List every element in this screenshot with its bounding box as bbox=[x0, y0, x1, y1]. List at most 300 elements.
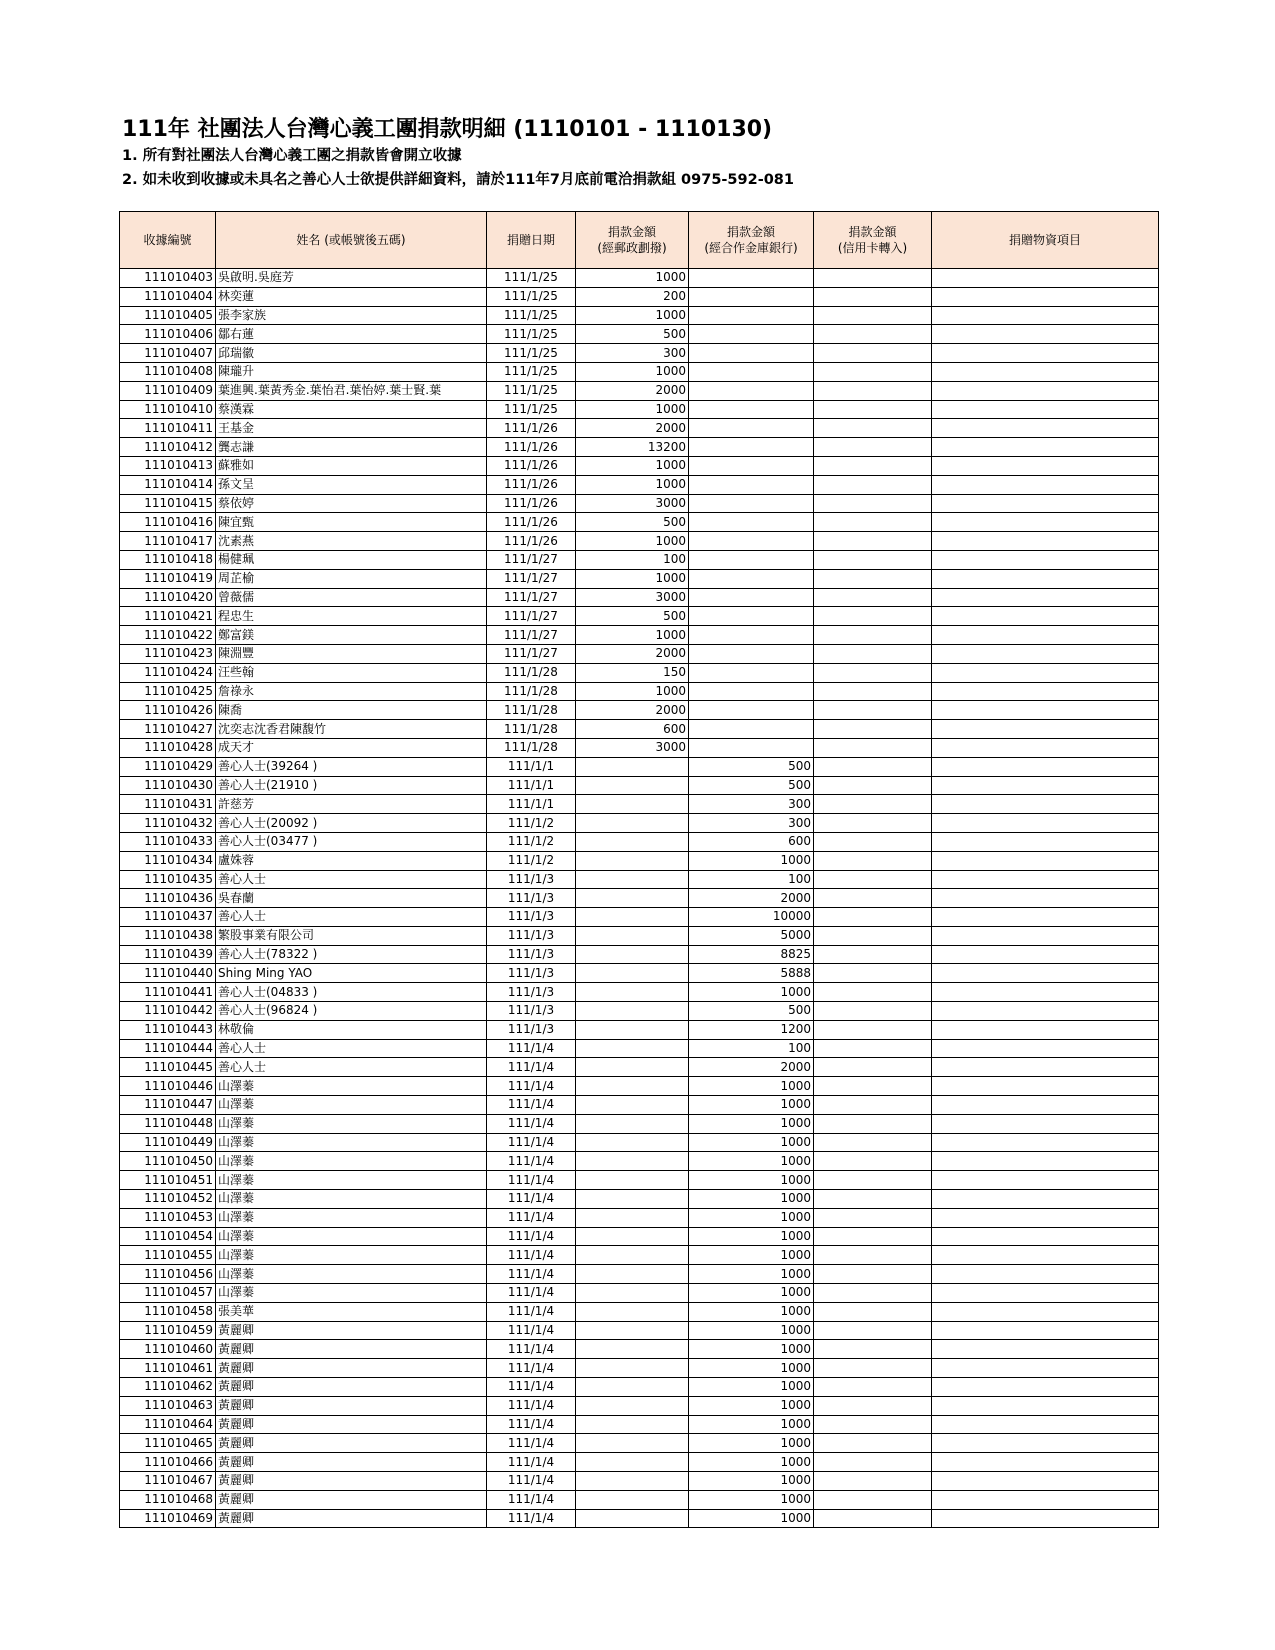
cell-receipt-no: 111010435 bbox=[120, 870, 216, 889]
cell-goods bbox=[932, 1077, 1159, 1096]
cell-postal-amount bbox=[576, 832, 689, 851]
cell-bank-amount bbox=[689, 419, 814, 438]
table-row bbox=[120, 889, 1159, 908]
column-header-credit-amount: 捐款金額 (信用卡轉入) bbox=[814, 212, 932, 269]
table-row bbox=[120, 1020, 1159, 1039]
cell-donor-name: 黃麗卿 bbox=[216, 1321, 487, 1340]
cell-goods bbox=[932, 325, 1159, 344]
cell-bank-amount bbox=[689, 550, 814, 569]
cell-credit-amount bbox=[814, 889, 932, 908]
cell-date: 111/1/4 bbox=[487, 1246, 576, 1265]
cell-credit-amount bbox=[814, 1096, 932, 1115]
cell-donor-name: 黃麗卿 bbox=[216, 1509, 487, 1528]
cell-postal-amount bbox=[576, 1509, 689, 1528]
cell-postal-amount: 600 bbox=[576, 720, 689, 739]
cell-postal-amount bbox=[576, 1472, 689, 1491]
cell-goods bbox=[932, 1472, 1159, 1491]
cell-date: 111/1/27 bbox=[487, 550, 576, 569]
table-row bbox=[120, 344, 1159, 363]
cell-credit-amount bbox=[814, 1152, 932, 1171]
cell-bank-amount: 1000 bbox=[689, 1077, 814, 1096]
cell-receipt-no: 111010416 bbox=[120, 513, 216, 532]
cell-date: 111/1/25 bbox=[487, 344, 576, 363]
table-row bbox=[120, 1190, 1159, 1209]
page-title: 111年 社團法人台灣心義工團捐款明細 (1110101 - 1110130) bbox=[122, 117, 773, 142]
cell-credit-amount bbox=[814, 1002, 932, 1021]
cell-goods bbox=[932, 362, 1159, 381]
cell-bank-amount: 1000 bbox=[689, 1133, 814, 1152]
cell-goods bbox=[932, 1058, 1159, 1077]
cell-bank-amount: 1000 bbox=[689, 1378, 814, 1397]
cell-goods bbox=[932, 1002, 1159, 1021]
cell-credit-amount bbox=[814, 494, 932, 513]
cell-postal-amount bbox=[576, 1133, 689, 1152]
table-header-row bbox=[120, 212, 1159, 269]
cell-donor-name: Shing Ming YAO bbox=[216, 964, 487, 983]
cell-donor-name: 陳喬 bbox=[216, 701, 487, 720]
cell-credit-amount bbox=[814, 325, 932, 344]
cell-credit-amount bbox=[814, 1284, 932, 1303]
cell-bank-amount bbox=[689, 381, 814, 400]
cell-receipt-no: 111010459 bbox=[120, 1321, 216, 1340]
table-row bbox=[120, 983, 1159, 1002]
cell-credit-amount bbox=[814, 1208, 932, 1227]
cell-postal-amount bbox=[576, 1396, 689, 1415]
cell-date: 111/1/27 bbox=[487, 588, 576, 607]
table-row bbox=[120, 1415, 1159, 1434]
cell-date: 111/1/25 bbox=[487, 400, 576, 419]
cell-credit-amount bbox=[814, 626, 932, 645]
cell-postal-amount: 500 bbox=[576, 325, 689, 344]
table-row bbox=[120, 1114, 1159, 1133]
cell-date: 111/1/4 bbox=[487, 1171, 576, 1190]
cell-donor-name: 陳瓏升 bbox=[216, 362, 487, 381]
cell-receipt-no: 111010467 bbox=[120, 1472, 216, 1491]
cell-bank-amount bbox=[689, 588, 814, 607]
table-row bbox=[120, 1002, 1159, 1021]
cell-receipt-no: 111010409 bbox=[120, 381, 216, 400]
cell-credit-amount bbox=[814, 344, 932, 363]
column-header-name: 姓名 (或帳號後五碼) bbox=[216, 212, 487, 269]
cell-donor-name: 張李家族 bbox=[216, 306, 487, 325]
cell-goods bbox=[932, 926, 1159, 945]
cell-receipt-no: 111010464 bbox=[120, 1415, 216, 1434]
cell-goods bbox=[932, 626, 1159, 645]
cell-date: 111/1/1 bbox=[487, 757, 576, 776]
cell-donor-name: 黃麗卿 bbox=[216, 1340, 487, 1359]
cell-bank-amount: 300 bbox=[689, 814, 814, 833]
cell-bank-amount bbox=[689, 513, 814, 532]
table-row bbox=[120, 682, 1159, 701]
receipt-note: 1. 所有對社團法人台灣心義工團之捐款皆會開立收據 bbox=[122, 148, 462, 164]
cell-donor-name: 沈素燕 bbox=[216, 532, 487, 551]
cell-date: 111/1/25 bbox=[487, 381, 576, 400]
cell-bank-amount: 1000 bbox=[689, 1171, 814, 1190]
cell-donor-name: 山澤蓁 bbox=[216, 1227, 487, 1246]
cell-bank-amount bbox=[689, 644, 814, 663]
cell-donor-name: 黃麗卿 bbox=[216, 1396, 487, 1415]
cell-date: 111/1/28 bbox=[487, 663, 576, 682]
cell-bank-amount bbox=[689, 287, 814, 306]
cell-credit-amount bbox=[814, 419, 932, 438]
cell-receipt-no: 111010411 bbox=[120, 419, 216, 438]
cell-credit-amount bbox=[814, 532, 932, 551]
cell-receipt-no: 111010415 bbox=[120, 494, 216, 513]
cell-goods bbox=[932, 1171, 1159, 1190]
table-row bbox=[120, 1490, 1159, 1509]
cell-receipt-no: 111010438 bbox=[120, 926, 216, 945]
cell-goods bbox=[932, 644, 1159, 663]
cell-credit-amount bbox=[814, 1077, 932, 1096]
cell-receipt-no: 111010452 bbox=[120, 1190, 216, 1209]
cell-goods bbox=[932, 607, 1159, 626]
cell-receipt-no: 111010447 bbox=[120, 1096, 216, 1115]
cell-bank-amount bbox=[689, 701, 814, 720]
cell-postal-amount: 300 bbox=[576, 344, 689, 363]
cell-goods bbox=[932, 1114, 1159, 1133]
cell-goods bbox=[932, 1302, 1159, 1321]
cell-receipt-no: 111010422 bbox=[120, 626, 216, 645]
cell-donor-name: 山澤蓁 bbox=[216, 1133, 487, 1152]
cell-donor-name: 山澤蓁 bbox=[216, 1171, 487, 1190]
cell-receipt-no: 111010433 bbox=[120, 832, 216, 851]
cell-goods bbox=[932, 1133, 1159, 1152]
cell-postal-amount: 100 bbox=[576, 550, 689, 569]
cell-credit-amount bbox=[814, 1434, 932, 1453]
cell-goods bbox=[932, 1490, 1159, 1509]
cell-goods bbox=[932, 983, 1159, 1002]
cell-postal-amount bbox=[576, 983, 689, 1002]
cell-bank-amount bbox=[689, 720, 814, 739]
cell-goods bbox=[932, 964, 1159, 983]
table-row bbox=[120, 1472, 1159, 1491]
cell-goods bbox=[932, 1208, 1159, 1227]
cell-receipt-no: 111010430 bbox=[120, 776, 216, 795]
cell-date: 111/1/25 bbox=[487, 325, 576, 344]
cell-postal-amount bbox=[576, 964, 689, 983]
cell-goods bbox=[932, 1152, 1159, 1171]
cell-bank-amount bbox=[689, 325, 814, 344]
cell-date: 111/1/3 bbox=[487, 1020, 576, 1039]
cell-goods bbox=[932, 306, 1159, 325]
cell-postal-amount bbox=[576, 889, 689, 908]
cell-postal-amount bbox=[576, 1208, 689, 1227]
cell-postal-amount bbox=[576, 1265, 689, 1284]
cell-donor-name: 善心人士 bbox=[216, 870, 487, 889]
cell-postal-amount: 1000 bbox=[576, 269, 689, 288]
cell-postal-amount bbox=[576, 814, 689, 833]
cell-goods bbox=[932, 532, 1159, 551]
cell-postal-amount bbox=[576, 945, 689, 964]
cell-credit-amount bbox=[814, 475, 932, 494]
table-row bbox=[120, 1265, 1159, 1284]
cell-donor-name: 善心人士 bbox=[216, 1039, 487, 1058]
table-row bbox=[120, 381, 1159, 400]
cell-postal-amount: 1000 bbox=[576, 532, 689, 551]
cell-bank-amount: 1000 bbox=[689, 1415, 814, 1434]
column-header-date: 捐贈日期 bbox=[487, 212, 576, 269]
column-header-receipt-no: 收據編號 bbox=[120, 212, 216, 269]
cell-bank-amount bbox=[689, 663, 814, 682]
cell-credit-amount bbox=[814, 1058, 932, 1077]
cell-credit-amount bbox=[814, 832, 932, 851]
table-row bbox=[120, 475, 1159, 494]
cell-postal-amount: 1000 bbox=[576, 362, 689, 381]
cell-receipt-no: 111010414 bbox=[120, 475, 216, 494]
cell-goods bbox=[932, 1453, 1159, 1472]
cell-date: 111/1/25 bbox=[487, 306, 576, 325]
cell-goods bbox=[932, 1227, 1159, 1246]
cell-date: 111/1/4 bbox=[487, 1302, 576, 1321]
cell-postal-amount: 200 bbox=[576, 287, 689, 306]
cell-goods bbox=[932, 795, 1159, 814]
cell-receipt-no: 111010446 bbox=[120, 1077, 216, 1096]
cell-receipt-no: 111010428 bbox=[120, 738, 216, 757]
cell-receipt-no: 111010419 bbox=[120, 569, 216, 588]
cell-donor-name: 葉進興.葉黃秀金.葉怡君.葉怡婷.葉士賢.葉 bbox=[216, 381, 487, 400]
cell-donor-name: 汪些翰 bbox=[216, 663, 487, 682]
cell-goods bbox=[932, 663, 1159, 682]
cell-date: 111/1/26 bbox=[487, 494, 576, 513]
cell-bank-amount: 5888 bbox=[689, 964, 814, 983]
cell-date: 111/1/3 bbox=[487, 870, 576, 889]
cell-donor-name: 鄒右蓮 bbox=[216, 325, 487, 344]
cell-credit-amount bbox=[814, 1227, 932, 1246]
cell-goods bbox=[932, 1434, 1159, 1453]
cell-receipt-no: 111010405 bbox=[120, 306, 216, 325]
cell-bank-amount bbox=[689, 626, 814, 645]
cell-bank-amount: 1000 bbox=[689, 1227, 814, 1246]
cell-receipt-no: 111010420 bbox=[120, 588, 216, 607]
cell-date: 111/1/26 bbox=[487, 513, 576, 532]
table-row bbox=[120, 1227, 1159, 1246]
cell-goods bbox=[932, 1284, 1159, 1303]
cell-bank-amount: 1000 bbox=[689, 1096, 814, 1115]
cell-credit-amount bbox=[814, 1302, 932, 1321]
cell-credit-amount bbox=[814, 362, 932, 381]
cell-donor-name: 孫文呈 bbox=[216, 475, 487, 494]
cell-goods bbox=[932, 1039, 1159, 1058]
table-row bbox=[120, 1039, 1159, 1058]
cell-receipt-no: 111010444 bbox=[120, 1039, 216, 1058]
cell-date: 111/1/4 bbox=[487, 1096, 576, 1115]
cell-credit-amount bbox=[814, 776, 932, 795]
cell-date: 111/1/25 bbox=[487, 269, 576, 288]
cell-postal-amount: 13200 bbox=[576, 438, 689, 457]
cell-donor-name: 沈奕志沈香君陳馥竹 bbox=[216, 720, 487, 739]
cell-donor-name: 山澤蓁 bbox=[216, 1114, 487, 1133]
cell-donor-name: 楊健珮 bbox=[216, 550, 487, 569]
cell-bank-amount: 1000 bbox=[689, 1396, 814, 1415]
cell-date: 111/1/4 bbox=[487, 1077, 576, 1096]
cell-postal-amount bbox=[576, 1039, 689, 1058]
cell-postal-amount: 1000 bbox=[576, 682, 689, 701]
cell-date: 111/1/28 bbox=[487, 720, 576, 739]
cell-date: 111/1/28 bbox=[487, 682, 576, 701]
cell-postal-amount: 2000 bbox=[576, 701, 689, 720]
cell-donor-name: 黃麗卿 bbox=[216, 1453, 487, 1472]
cell-credit-amount bbox=[814, 1396, 932, 1415]
cell-postal-amount: 2000 bbox=[576, 644, 689, 663]
cell-receipt-no: 111010412 bbox=[120, 438, 216, 457]
table-row bbox=[120, 569, 1159, 588]
cell-date: 111/1/4 bbox=[487, 1114, 576, 1133]
cell-goods bbox=[932, 494, 1159, 513]
cell-credit-amount bbox=[814, 851, 932, 870]
table-row bbox=[120, 757, 1159, 776]
cell-goods bbox=[932, 550, 1159, 569]
cell-date: 111/1/28 bbox=[487, 738, 576, 757]
cell-date: 111/1/4 bbox=[487, 1415, 576, 1434]
table-row bbox=[120, 945, 1159, 964]
cell-date: 111/1/4 bbox=[487, 1490, 576, 1509]
cell-donor-name: 蘇雅如 bbox=[216, 456, 487, 475]
table-row bbox=[120, 964, 1159, 983]
cell-date: 111/1/4 bbox=[487, 1509, 576, 1528]
cell-donor-name: 善心人士 bbox=[216, 908, 487, 927]
cell-bank-amount bbox=[689, 738, 814, 757]
table-row bbox=[120, 1096, 1159, 1115]
cell-receipt-no: 111010406 bbox=[120, 325, 216, 344]
cell-bank-amount bbox=[689, 344, 814, 363]
cell-donor-name: 許慈芳 bbox=[216, 795, 487, 814]
cell-goods bbox=[932, 832, 1159, 851]
cell-receipt-no: 111010440 bbox=[120, 964, 216, 983]
cell-date: 111/1/1 bbox=[487, 795, 576, 814]
cell-credit-amount bbox=[814, 456, 932, 475]
cell-bank-amount: 1000 bbox=[689, 1152, 814, 1171]
cell-donor-name: 山澤蓁 bbox=[216, 1077, 487, 1096]
cell-receipt-no: 111010404 bbox=[120, 287, 216, 306]
cell-goods bbox=[932, 945, 1159, 964]
cell-date: 111/1/2 bbox=[487, 814, 576, 833]
cell-receipt-no: 111010463 bbox=[120, 1396, 216, 1415]
cell-bank-amount: 1000 bbox=[689, 1190, 814, 1209]
cell-credit-amount bbox=[814, 1340, 932, 1359]
cell-postal-amount bbox=[576, 908, 689, 927]
cell-bank-amount: 1000 bbox=[689, 1359, 814, 1378]
cell-goods bbox=[932, 1396, 1159, 1415]
cell-goods bbox=[932, 569, 1159, 588]
cell-postal-amount bbox=[576, 1284, 689, 1303]
table-row bbox=[120, 1321, 1159, 1340]
cell-donor-name: 黃麗卿 bbox=[216, 1434, 487, 1453]
cell-donor-name: 陳宜甄 bbox=[216, 513, 487, 532]
cell-bank-amount: 10000 bbox=[689, 908, 814, 927]
cell-goods bbox=[932, 720, 1159, 739]
cell-bank-amount bbox=[689, 607, 814, 626]
table-row bbox=[120, 400, 1159, 419]
cell-receipt-no: 111010453 bbox=[120, 1208, 216, 1227]
contact-note: 2. 如未收到收據或未具名之善心人士欲提供詳細資料，請於111年7月底前電洽捐款組 0975-592-081 bbox=[122, 172, 794, 188]
column-header-bank-amount: 捐款金額 (經合作金庫銀行) bbox=[689, 212, 814, 269]
cell-receipt-no: 111010448 bbox=[120, 1114, 216, 1133]
cell-postal-amount bbox=[576, 1190, 689, 1209]
cell-bank-amount: 8825 bbox=[689, 945, 814, 964]
cell-bank-amount bbox=[689, 438, 814, 457]
cell-postal-amount bbox=[576, 1340, 689, 1359]
cell-goods bbox=[932, 1096, 1159, 1115]
table-row bbox=[120, 1340, 1159, 1359]
cell-postal-amount: 1000 bbox=[576, 400, 689, 419]
cell-date: 111/1/2 bbox=[487, 832, 576, 851]
cell-date: 111/1/27 bbox=[487, 626, 576, 645]
cell-bank-amount: 600 bbox=[689, 832, 814, 851]
cell-goods bbox=[932, 588, 1159, 607]
cell-credit-amount bbox=[814, 1190, 932, 1209]
cell-goods bbox=[932, 400, 1159, 419]
cell-goods bbox=[932, 475, 1159, 494]
cell-receipt-no: 111010465 bbox=[120, 1434, 216, 1453]
cell-postal-amount bbox=[576, 870, 689, 889]
cell-donor-name: 善心人士(04833 ) bbox=[216, 983, 487, 1002]
cell-postal-amount bbox=[576, 926, 689, 945]
donation-table bbox=[119, 211, 1159, 1528]
cell-receipt-no: 111010431 bbox=[120, 795, 216, 814]
cell-postal-amount bbox=[576, 1321, 689, 1340]
cell-receipt-no: 111010403 bbox=[120, 269, 216, 288]
table-row bbox=[120, 1302, 1159, 1321]
cell-postal-amount bbox=[576, 1152, 689, 1171]
cell-bank-amount bbox=[689, 569, 814, 588]
cell-donor-name: 善心人士(39264 ) bbox=[216, 757, 487, 776]
cell-postal-amount bbox=[576, 1077, 689, 1096]
cell-postal-amount: 1000 bbox=[576, 456, 689, 475]
cell-postal-amount bbox=[576, 1378, 689, 1397]
cell-credit-amount bbox=[814, 1509, 932, 1528]
cell-bank-amount bbox=[689, 475, 814, 494]
cell-date: 111/1/27 bbox=[487, 569, 576, 588]
cell-donor-name: 山澤蓁 bbox=[216, 1096, 487, 1115]
cell-receipt-no: 111010441 bbox=[120, 983, 216, 1002]
cell-credit-amount bbox=[814, 814, 932, 833]
table-row bbox=[120, 419, 1159, 438]
cell-credit-amount bbox=[814, 663, 932, 682]
cell-donor-name: 山澤蓁 bbox=[216, 1265, 487, 1284]
cell-postal-amount bbox=[576, 1359, 689, 1378]
cell-donor-name: 蔡漢霖 bbox=[216, 400, 487, 419]
cell-bank-amount: 1000 bbox=[689, 1208, 814, 1227]
cell-receipt-no: 111010432 bbox=[120, 814, 216, 833]
cell-postal-amount bbox=[576, 1020, 689, 1039]
cell-donor-name: 邱瑞徽 bbox=[216, 344, 487, 363]
cell-bank-amount bbox=[689, 682, 814, 701]
table-row bbox=[120, 814, 1159, 833]
cell-credit-amount bbox=[814, 964, 932, 983]
cell-date: 111/1/26 bbox=[487, 532, 576, 551]
cell-donor-name: 山澤蓁 bbox=[216, 1284, 487, 1303]
table-row bbox=[120, 607, 1159, 626]
cell-postal-amount: 3000 bbox=[576, 588, 689, 607]
cell-credit-amount bbox=[814, 400, 932, 419]
cell-bank-amount: 1000 bbox=[689, 983, 814, 1002]
table-row bbox=[120, 438, 1159, 457]
cell-goods bbox=[932, 1378, 1159, 1397]
cell-postal-amount: 1000 bbox=[576, 626, 689, 645]
cell-donor-name: 王基金 bbox=[216, 419, 487, 438]
cell-date: 111/1/4 bbox=[487, 1058, 576, 1077]
cell-goods bbox=[932, 1340, 1159, 1359]
cell-date: 111/1/26 bbox=[487, 456, 576, 475]
cell-bank-amount: 500 bbox=[689, 1002, 814, 1021]
cell-receipt-no: 111010450 bbox=[120, 1152, 216, 1171]
cell-credit-amount bbox=[814, 945, 932, 964]
cell-donor-name: 山澤蓁 bbox=[216, 1208, 487, 1227]
cell-date: 111/1/3 bbox=[487, 945, 576, 964]
cell-bank-amount bbox=[689, 494, 814, 513]
cell-donor-name: 黃麗卿 bbox=[216, 1490, 487, 1509]
cell-date: 111/1/26 bbox=[487, 475, 576, 494]
